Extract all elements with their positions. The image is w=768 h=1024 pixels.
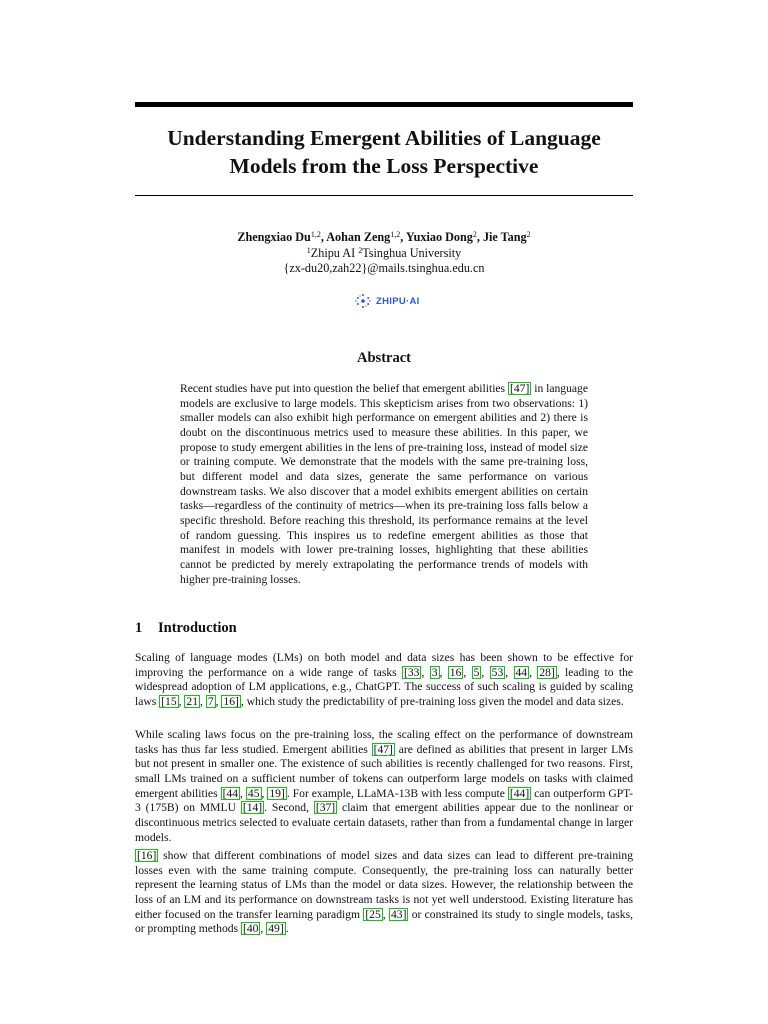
zhipu-logo-icon [355, 293, 371, 309]
citation-link[interactable]: [44] [509, 786, 530, 800]
paragraph-text: show that different combinations of model sizes and data sizes can lead to different pre-training losses even with the same training compute. Consequently, the pre-training loss can naturally better represent the learning status of LMs than the model or data sizes. However, the relationship between the loss of an LM and its performance on downstream tasks is not yet well understood. Existing literature has either focused on the transfer learning paradigm [135, 849, 633, 921]
author-email: {zx-du20,zah22}@mails.tsinghua.edu.cn [283, 261, 485, 275]
intro-paragraph-1 [135, 651, 633, 710]
citation-link[interactable]: 19] [269, 786, 285, 800]
paragraph-text: . For example, LLaMA-13B with less compute [286, 786, 508, 800]
paragraph-text: While scaling laws focus on the pre-training loss, the scaling effect on the performance of downstream tasks has thus far less studied. Emergent abilities [135, 728, 633, 756]
affiliation-2-marker: 2 [358, 245, 363, 255]
citation-link[interactable]: 45 [247, 786, 260, 800]
author-affiliation-marker: 1,2 [310, 230, 321, 239]
author-affiliation-marker: 1,2 [390, 230, 401, 239]
paragraph-text: , [260, 922, 267, 936]
paragraph-text: claim that emergent abilities appear due to the nonlinear or discontinuous metrics selected to evaluate certain datasets, rather than from a fundamental change in larger models. [135, 801, 633, 844]
affiliation-1: Zhipu AI [310, 245, 359, 260]
paragraph-text: , [463, 665, 472, 679]
section-number: 1 [135, 620, 143, 636]
citation-link[interactable]: 21 [186, 694, 199, 708]
title-line-1: Understanding Emergent Abilities of Language [167, 126, 601, 150]
section-heading [135, 620, 237, 637]
paragraph-text: , which study the predictability of pre-training loss given the model and data sizes. [240, 694, 624, 708]
citation-link[interactable]: 3 [431, 665, 438, 679]
affiliation-1-marker: 1 [306, 245, 311, 255]
author-list [135, 230, 633, 246]
logo-wordmark: ZHIPU·AI [376, 295, 420, 307]
citation-link[interactable]: [16] [137, 849, 157, 862]
section-title: Introduction [158, 620, 237, 636]
citation-link[interactable]: 44 [515, 665, 528, 679]
paragraph-text: , [421, 665, 430, 679]
zhipu-ai-logo [355, 293, 420, 309]
author-name: Yuxiao Dong [405, 230, 473, 244]
paragraph-text: are defined as abilities that present in larger LMs but not present in smaller one. The existence of such abilities is recently challenged for two reasons. First, small LMs trained on a sufficient number of tokens can outperform large models on tasks with claimed emergent abilities [135, 742, 633, 800]
paragraph-text: , [215, 694, 222, 708]
paragraph-text: , [529, 665, 538, 679]
title-top-rule [135, 102, 633, 107]
author-affiliation-marker: 2 [472, 230, 477, 239]
citation-link[interactable]: [15 [161, 694, 177, 708]
paragraph-text: . Second, [264, 801, 314, 815]
author-separator: , [400, 230, 406, 244]
citation-link[interactable]: 43] [390, 907, 407, 921]
author-affiliation-marker: 2 [526, 230, 531, 239]
citation-link[interactable]: [25 [365, 907, 381, 921]
affiliation-2: Tsinghua University [362, 245, 462, 260]
paragraph-text: , [200, 694, 206, 708]
abstract-text [180, 382, 588, 587]
paragraph-text: , [382, 907, 389, 921]
paragraph-text: can outperform GPT-3 (175B) on MMLU [135, 786, 634, 815]
author-separator: , [320, 230, 327, 244]
author-name: Zhengxiao Du [237, 230, 311, 244]
citation-link[interactable]: [37] [315, 801, 336, 815]
citation-link[interactable]: [47] [509, 382, 530, 395]
author-name: Jie Tang [482, 230, 527, 244]
author-block [135, 230, 633, 277]
citation-link[interactable]: 49] [268, 922, 284, 936]
citation-link[interactable]: 16] [223, 694, 239, 708]
abstract-text-part: in language models are exclusive to large models. This skepticism arises from two observations: 1) smaller models can also exhibit high performance on emergent abilities and 2) there is doubt on the discontinuous metrics used to measure these abilities. In this paper, we propose to study emergent abilities in the lens of pre-training loss, instead of model size or training compute. We demonstrate that the models with the same pre-training loss, but different model and data sizes, generate the same performance on various downstream tasks. We also discover that a model exhibits emergent abilities on certain tasks—regardless of the continuity of metrics—when its pre-training loss falls below a specific threshold. Before reaching this threshold, its performance remains at the level of random guessing. This inspires us to redefine emergent abilities as those that manifest in models with lower pre-training losses, highlighting that these abilities cannot be predicted by merely extrapolating the performance trends of models with higher pre-training losses. [180, 382, 588, 586]
author-name: Aohan Zeng [326, 230, 391, 244]
paragraph-text: Scaling of language modes (LMs) on both model and data sizes has been shown to be effective for improving the performance on a wide range of tasks [135, 651, 633, 679]
affiliations [135, 246, 633, 262]
citation-link[interactable]: [33 [404, 665, 420, 679]
abstract-text-part: Recent studies have put into question the belief that emergent abilities [180, 382, 508, 395]
citation-link[interactable]: 16 [449, 665, 462, 679]
citation-link[interactable]: 28] [539, 665, 555, 679]
citation-link[interactable]: [44 [222, 786, 239, 800]
title-line-2: Models from the Loss Perspective [229, 154, 539, 178]
citation-link[interactable]: 53 [491, 665, 504, 679]
citation-link[interactable]: 5 [473, 665, 480, 679]
citation-link[interactable]: [14] [242, 801, 263, 815]
intro-paragraph-3 [135, 849, 633, 937]
paragraph-text: , [481, 665, 490, 679]
paragraph-text: . [285, 922, 289, 936]
intro-paragraph-2 [135, 728, 633, 845]
paper-title [135, 124, 633, 180]
paragraph-text: , leading to the widespread adoption of LM applications, e.g., ChatGPT. The success of such scaling is guided by scaling laws [135, 665, 634, 708]
citation-link[interactable]: [47] [373, 742, 393, 756]
paragraph-text: , [240, 786, 246, 800]
paragraph-text: , [505, 665, 514, 679]
title-bottom-rule [135, 195, 633, 196]
citation-link[interactable]: 7 [207, 694, 214, 708]
paragraph-text: or constrained its study to single models, tasks, or prompting methods [135, 907, 634, 936]
abstract-heading: Abstract [357, 350, 411, 366]
paragraph-text: , [439, 665, 448, 679]
paragraph-text: , [261, 786, 268, 800]
author-separator: , [476, 230, 483, 244]
paragraph-text: , [178, 694, 185, 708]
citation-link[interactable]: [40 [242, 922, 259, 936]
